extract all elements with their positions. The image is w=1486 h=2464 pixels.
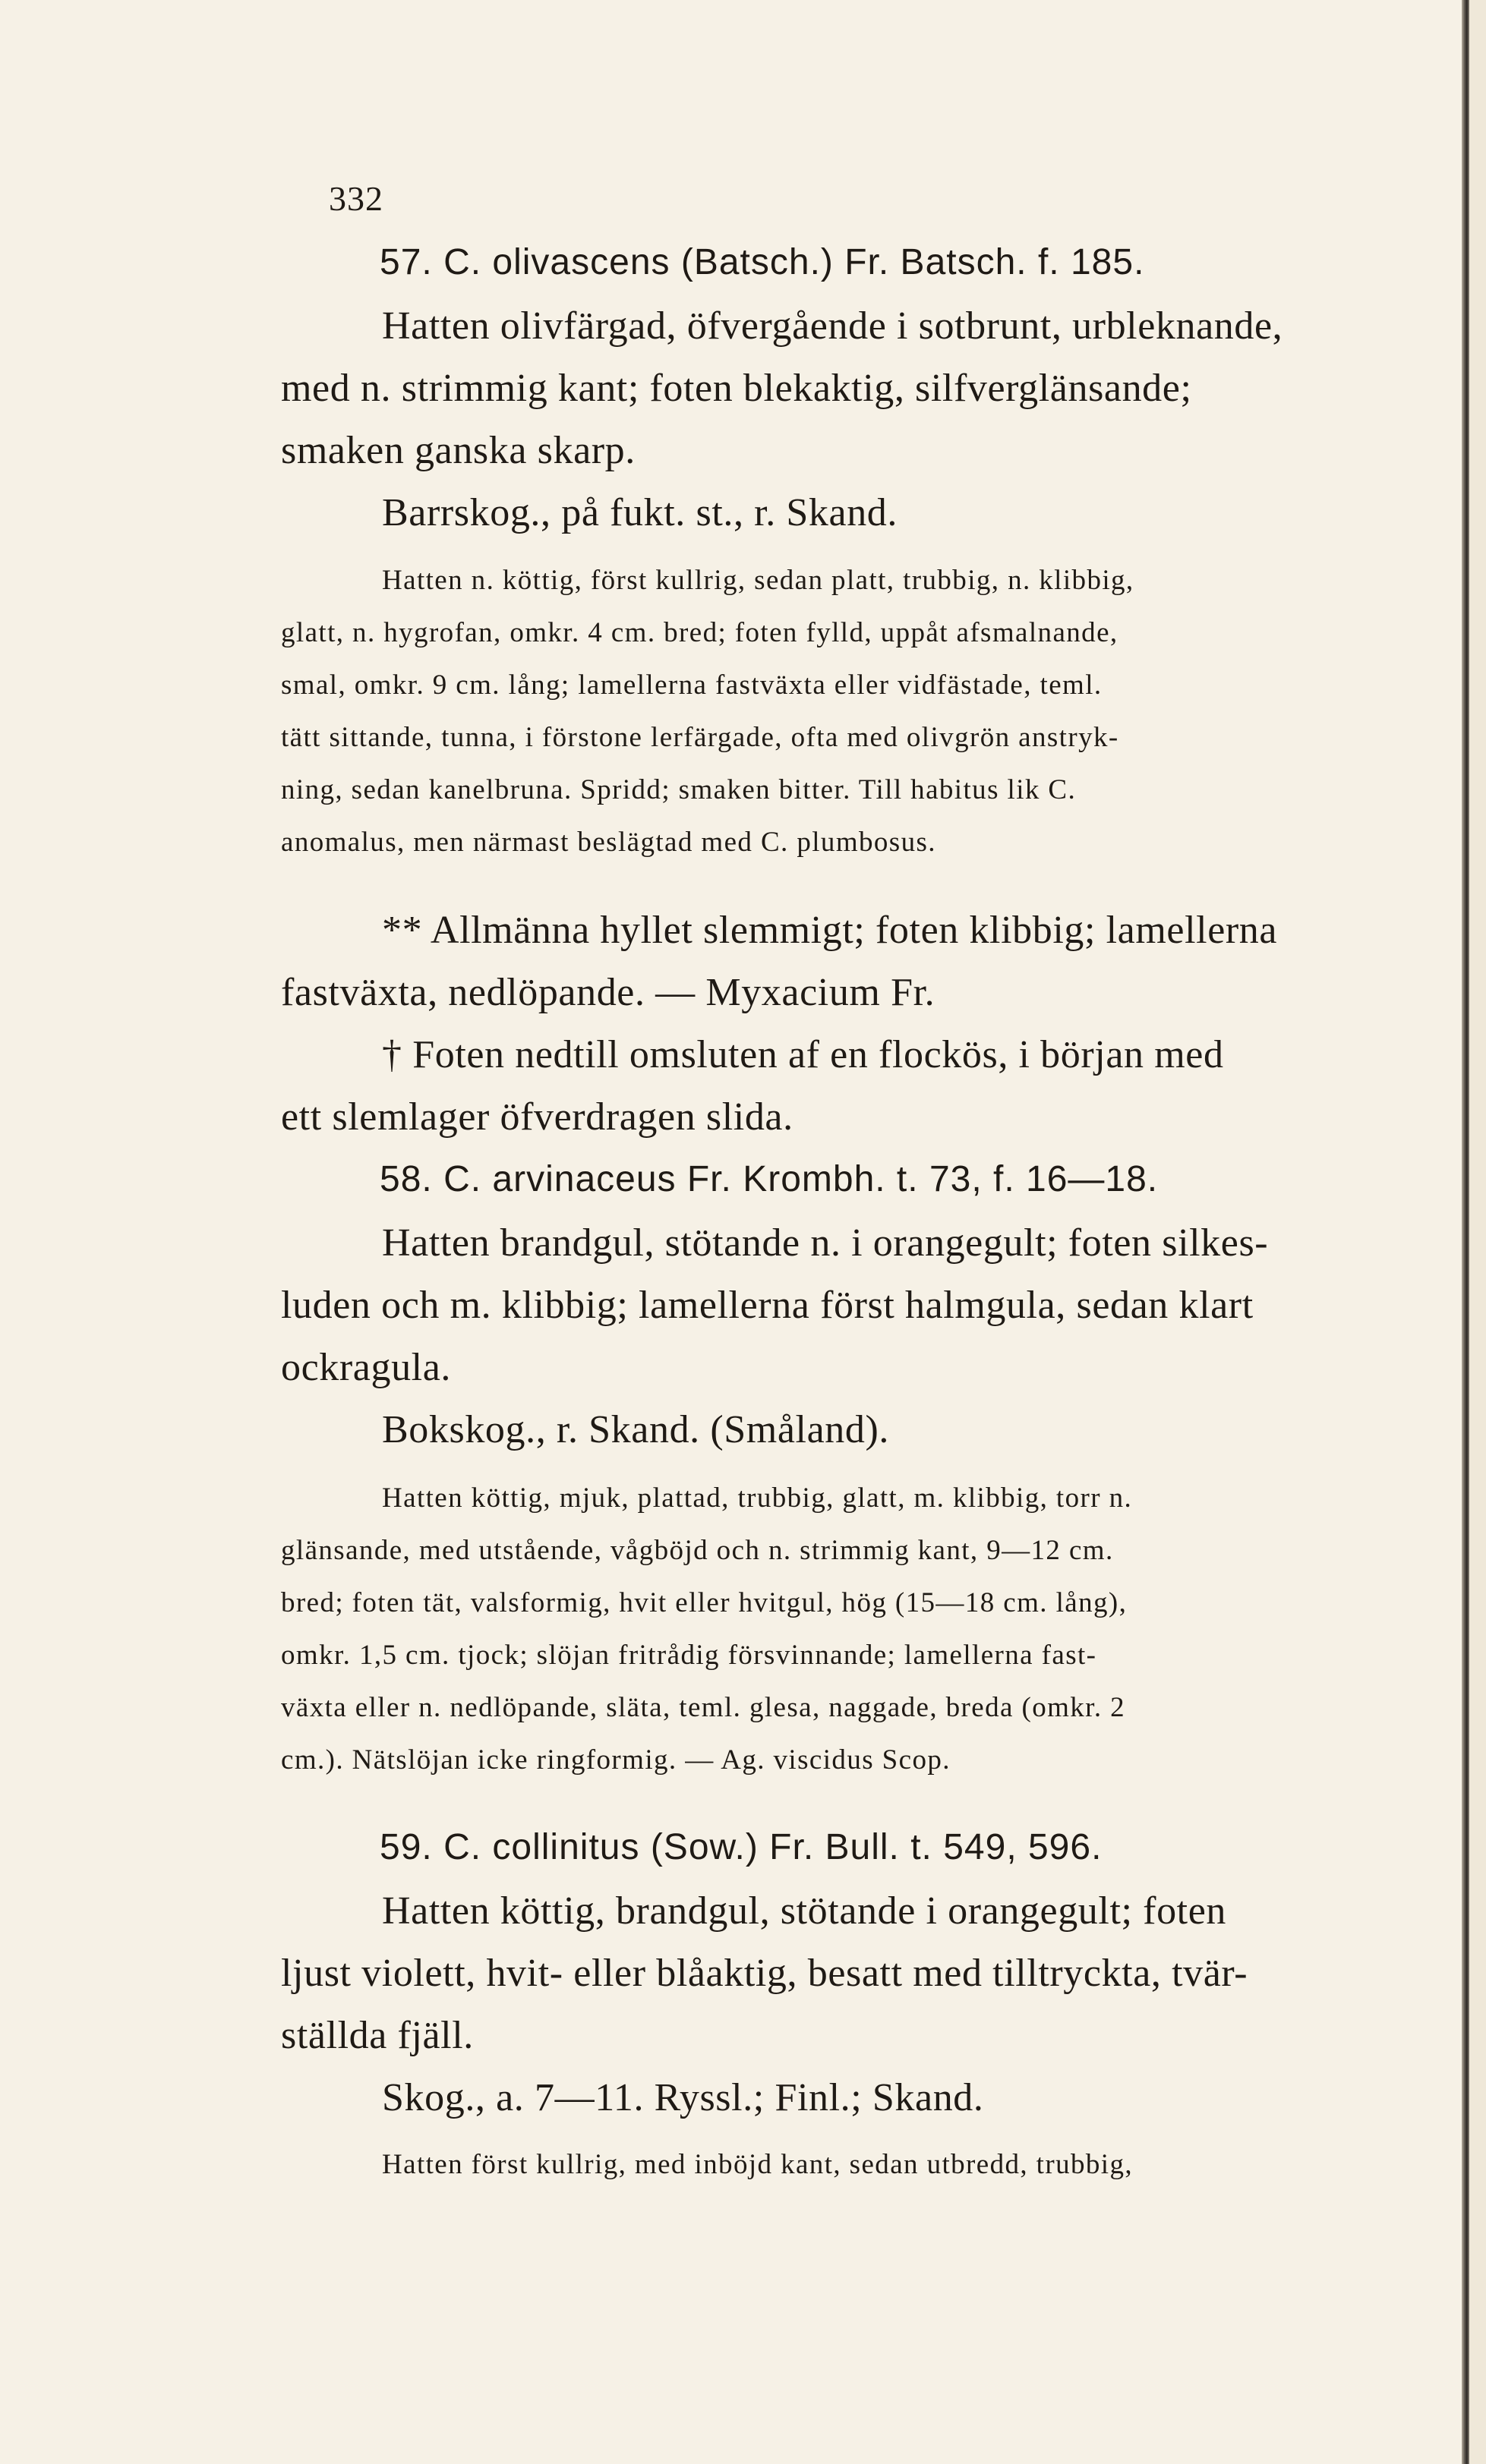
text-line-g2-4: ett slemlager öfverdragen slida. — [281, 1095, 793, 1139]
text-line-s58-n3: bred; foten tät, valsformig, hvit eller hvitgul, hög (15—18 cm. lång), — [281, 1587, 1128, 1618]
text-line-s59-d1: Hatten köttig, brandgul, stötande i orangegult; foten — [382, 1889, 1226, 1933]
text-line-s57-h: Barrskog., på fukt. st., r. Skand. — [382, 491, 898, 534]
text-line-s58-h: Bokskog., r. Skand. (Småland). — [382, 1408, 889, 1451]
page-edge-outer — [1469, 0, 1486, 2464]
text-line-s57-d3: smaken ganska skarp. — [281, 429, 636, 472]
page-number: 332 — [329, 179, 383, 218]
text-line-s58-d2: luden och m. klibbig; lamellerna först halmgula, sedan klart — [281, 1284, 1254, 1327]
text-line-s57-n1: Hatten n. köttig, först kullrig, sedan platt, trubbig, n. klibbig, — [382, 565, 1134, 596]
text-line-s57-n5: ning, sedan kanelbruna. Spridd; smaken bitter. Till habitus lik C. — [281, 774, 1077, 805]
text-line-s58-n2: glänsande, med utstående, vågböjd och n. strimmig kant, 9—12 cm. — [281, 1535, 1114, 1566]
text-line-s57-d1: Hatten olivfärgad, öfvergående i sotbrunt, urbleknande, — [382, 304, 1283, 348]
text-line-s57-n6: anomalus, men närmast beslägtad med C. plumbosus. — [281, 827, 936, 858]
text-line-s59-h: Skog., a. 7—11. Ryssl.; Finl.; Skand. — [382, 2076, 984, 2119]
text-line-s58-d1: Hatten brandgul, stötande n. i orangegult; foten silkes- — [382, 1221, 1269, 1265]
text-line-s57-n2: glatt, n. hygrofan, omkr. 4 cm. bred; foten fylld, uppåt afsmalnande, — [281, 617, 1118, 648]
text-line-g2-3: † Foten nedtill omsluten af en flockös, i början med — [382, 1033, 1224, 1076]
text-line-s58-n1: Hatten köttig, mjuk, plattad, trubbig, glatt, m. klibbig, torr n. — [382, 1482, 1133, 1514]
text-line-s58-d3: ockragula. — [281, 1346, 452, 1389]
text-line-s59-n1: Hatten först kullrig, med inböjd kant, sedan utbredd, trubbig, — [382, 2149, 1134, 2180]
text-line-s57-n3: smal, omkr. 9 cm. lång; lamellerna fastväxta eller vidfästade, teml. — [281, 670, 1103, 701]
page-edge — [1462, 0, 1469, 2464]
text-line-s59-d3: ställda fjäll. — [281, 2014, 474, 2057]
text-line-s58-n5: växta eller n. nedlöpande, släta, teml. glesa, naggade, breda (omkr. 2 — [281, 1692, 1126, 1723]
text-line-s59-d2: ljust violett, hvit- eller blåaktig, besatt med tilltryckta, tvär- — [281, 1952, 1248, 1995]
text-line-s57-head: 57. C. olivascens (Batsch.) Fr. Batsch. f. 185. — [380, 242, 1145, 282]
text-line-g2-1: ** Allmänna hyllet slemmigt; foten klibbig; lamellerna — [382, 909, 1278, 952]
text-line-s58-head: 58. C. arvinaceus Fr. Krombh. t. 73, f. 16—18. — [380, 1159, 1159, 1199]
text-line-s58-n6: cm.). Nätslöjan icke ringformig. — Ag. viscidus Scop. — [281, 1744, 951, 1776]
text-line-s57-d2: med n. strimmig kant; foten blekaktig, silfverglänsande; — [281, 367, 1192, 410]
text-line-s58-n4: omkr. 1,5 cm. tjock; slöjan fritrådig försvinnande; lamellerna fast- — [281, 1640, 1097, 1671]
text-line-s59-head: 59. C. collinitus (Sow.) Fr. Bull. t. 549, 596. — [380, 1827, 1103, 1867]
text-line-s57-n4: tätt sittande, tunna, i förstone lerfärgade, ofta med olivgrön anstryk- — [281, 722, 1119, 753]
text-line-g2-2: fastväxta, nedlöpande. — Myxacium Fr. — [281, 971, 935, 1014]
